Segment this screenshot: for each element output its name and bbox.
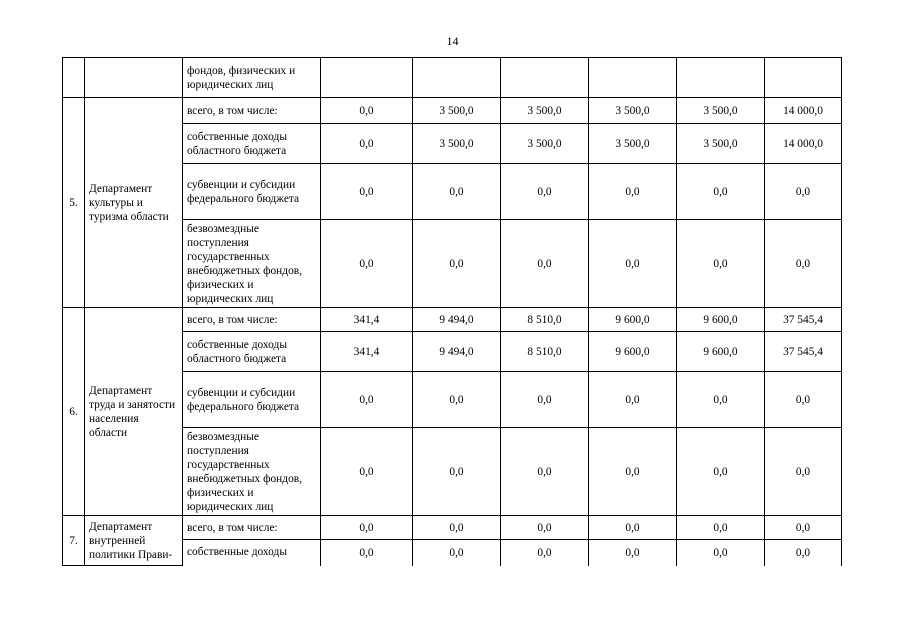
- value-cell: 0,0: [321, 372, 413, 428]
- value-cell: 9 600,0: [677, 332, 765, 372]
- funding-source: собственные доходы областного бюджета: [183, 124, 321, 164]
- value-cell: 0,0: [321, 516, 413, 540]
- value-cell: 0,0: [677, 164, 765, 220]
- value-cell: 0,0: [501, 372, 589, 428]
- funding-source: субвенции и субсидии федерального бюджета: [183, 164, 321, 220]
- value-cell: 0,0: [501, 428, 589, 516]
- value-cell: 0,0: [321, 540, 413, 566]
- value-cell: 0,0: [589, 540, 677, 566]
- value-cell: 3 500,0: [413, 98, 501, 124]
- table-row: [63, 98, 842, 124]
- value-cell: 0,0: [501, 540, 589, 566]
- value-cell: 0,0: [321, 124, 413, 164]
- value-cell: 0,0: [589, 428, 677, 516]
- value-cell: 9 600,0: [589, 332, 677, 372]
- value-cell: [677, 58, 765, 98]
- value-cell: 0,0: [677, 372, 765, 428]
- value-cell: 0,0: [413, 164, 501, 220]
- value-cell: 0,0: [413, 516, 501, 540]
- value-cell: 9 494,0: [413, 332, 501, 372]
- value-cell: 0,0: [589, 220, 677, 308]
- value-cell: 0,0: [501, 516, 589, 540]
- value-cell: 0,0: [321, 164, 413, 220]
- value-cell: [501, 58, 589, 98]
- funding-source: фондов, физических и юридических лиц: [183, 58, 321, 98]
- table-row: [63, 308, 842, 332]
- value-cell: 0,0: [677, 540, 765, 566]
- value-cell: [765, 58, 842, 98]
- row-number: 5.: [63, 98, 85, 308]
- value-cell: 0,0: [589, 372, 677, 428]
- value-cell: 9 494,0: [413, 308, 501, 332]
- value-cell: 3 500,0: [677, 98, 765, 124]
- funding-source: субвенции и субсидии федерального бюджета: [183, 372, 321, 428]
- value-cell: 3 500,0: [589, 98, 677, 124]
- value-cell: 0,0: [501, 220, 589, 308]
- value-cell: 3 500,0: [677, 124, 765, 164]
- row-number: 6.: [63, 308, 85, 516]
- value-cell: 3 500,0: [501, 98, 589, 124]
- value-cell: 0,0: [501, 164, 589, 220]
- value-cell: 37 545,4: [765, 308, 842, 332]
- value-cell: 8 510,0: [501, 332, 589, 372]
- value-cell: 0,0: [765, 540, 842, 566]
- value-cell: 37 545,4: [765, 332, 842, 372]
- value-cell: 0,0: [589, 516, 677, 540]
- value-cell: 341,4: [321, 332, 413, 372]
- value-cell: 0,0: [589, 164, 677, 220]
- funding-source: безвозмездные поступления государственных внебюджетных фондов, физических и юридических лиц: [183, 428, 321, 516]
- value-cell: 0,0: [321, 98, 413, 124]
- value-cell: 14 000,0: [765, 124, 842, 164]
- funding-source: собственные доходы областного бюджета: [183, 332, 321, 372]
- funding-source: всего, в том числе:: [183, 98, 321, 124]
- value-cell: 0,0: [765, 516, 842, 540]
- department-name: [85, 58, 183, 98]
- value-cell: 3 500,0: [589, 124, 677, 164]
- value-cell: 0,0: [765, 372, 842, 428]
- value-cell: 0,0: [321, 428, 413, 516]
- value-cell: 341,4: [321, 308, 413, 332]
- value-cell: 3 500,0: [501, 124, 589, 164]
- value-cell: 8 510,0: [501, 308, 589, 332]
- value-cell: 0,0: [413, 540, 501, 566]
- funding-source: всего, в том числе:: [183, 308, 321, 332]
- funding-source: всего, в том числе:: [183, 516, 321, 540]
- department-name: Департамент культуры и туризма области: [85, 98, 183, 308]
- department-name: Департамент внутренней политики Прави-: [85, 516, 183, 566]
- value-cell: 0,0: [677, 220, 765, 308]
- value-cell: 0,0: [413, 220, 501, 308]
- value-cell: [589, 58, 677, 98]
- department-name: Департамент труда и занятости населения области: [85, 308, 183, 516]
- value-cell: 0,0: [765, 220, 842, 308]
- value-cell: 0,0: [765, 428, 842, 516]
- value-cell: 14 000,0: [765, 98, 842, 124]
- value-cell: 0,0: [321, 220, 413, 308]
- value-cell: 0,0: [677, 428, 765, 516]
- value-cell: 0,0: [765, 164, 842, 220]
- row-number: [63, 58, 85, 98]
- value-cell: 9 600,0: [677, 308, 765, 332]
- value-cell: 9 600,0: [589, 308, 677, 332]
- row-number: 7.: [63, 516, 85, 566]
- page-number: 14: [446, 34, 459, 48]
- budget-table: [62, 57, 842, 566]
- value-cell: 0,0: [413, 372, 501, 428]
- value-cell: [413, 58, 501, 98]
- table-row: [63, 58, 842, 98]
- table-row: [63, 516, 842, 540]
- value-cell: 0,0: [413, 428, 501, 516]
- value-cell: [321, 58, 413, 98]
- value-cell: 3 500,0: [413, 124, 501, 164]
- funding-source: собственные доходы: [183, 540, 321, 566]
- funding-source: безвозмездные поступления государственных внебюджетных фондов, физических и юридических лиц: [183, 220, 321, 308]
- value-cell: 0,0: [677, 516, 765, 540]
